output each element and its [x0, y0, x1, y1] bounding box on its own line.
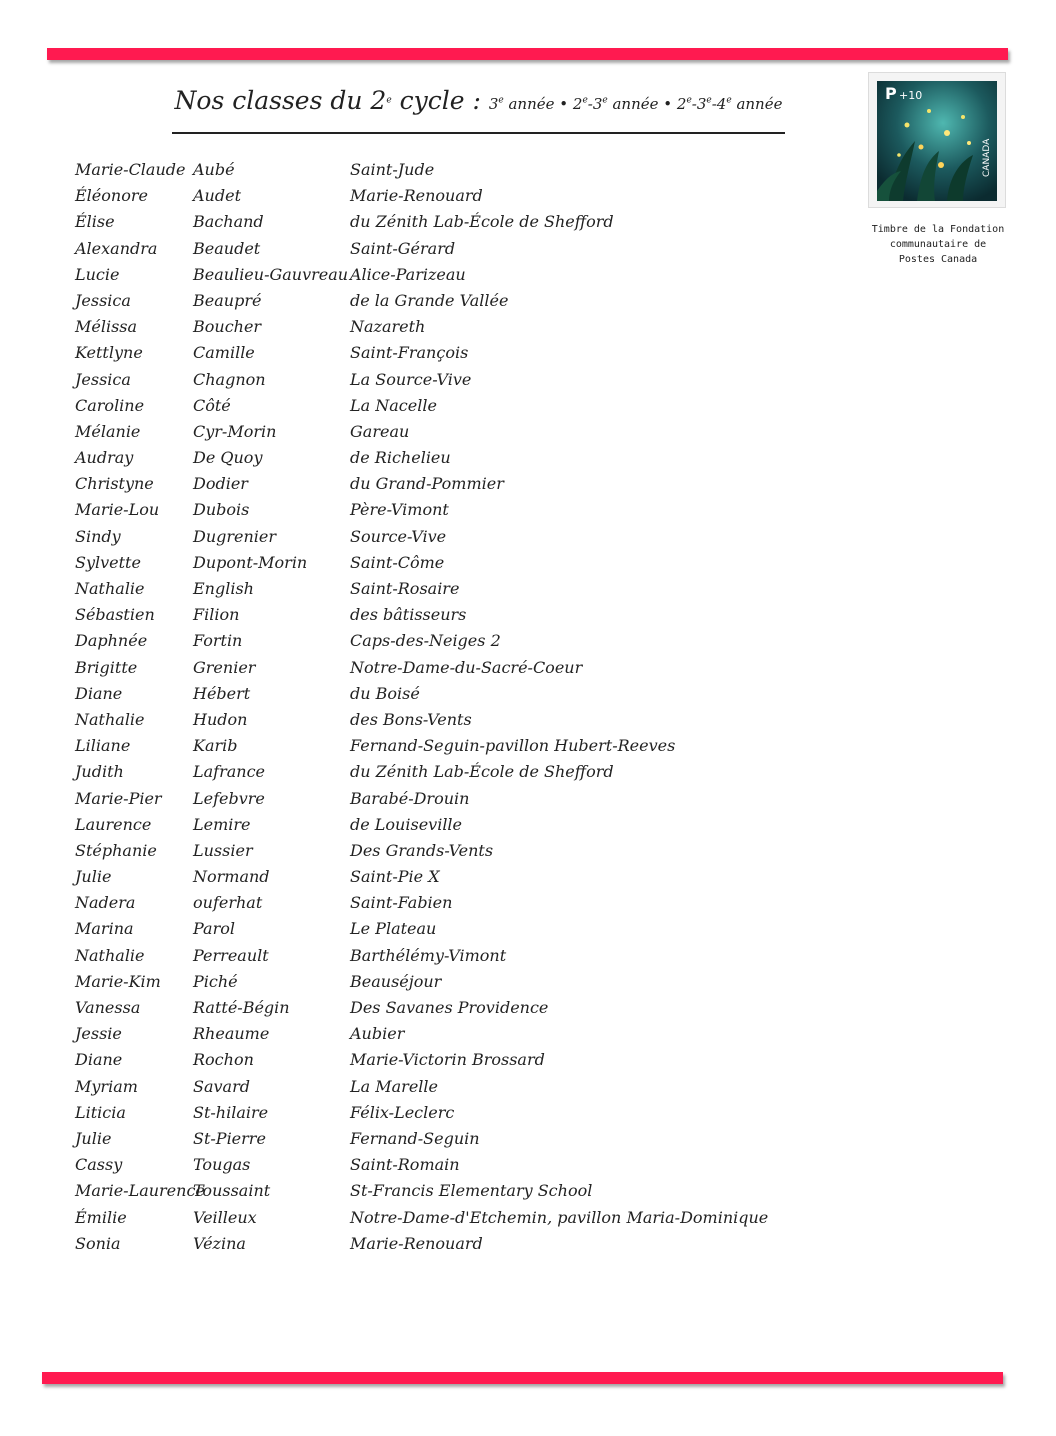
first-name: Mélanie [75, 421, 141, 441]
grade-text: année • 2 [503, 95, 583, 113]
roster-row [75, 944, 795, 970]
roster-row [75, 289, 795, 315]
roster-row [75, 1206, 795, 1232]
first-name: Brigitte [75, 657, 138, 677]
last-name: Vézina [193, 1233, 246, 1253]
school-name: Saint-Gérard [350, 238, 456, 258]
school-name: du Zénith Lab-École de Shefford [350, 762, 614, 782]
first-name: Sébastien [75, 605, 155, 625]
roster-row [75, 498, 795, 524]
last-name: Beaudet [193, 238, 261, 258]
last-name: De Quoy [193, 448, 263, 468]
school-name: Marie-Victorin Brossard [350, 1050, 545, 1070]
last-name: ouferhat [193, 893, 263, 913]
roster-row [75, 577, 795, 603]
last-name: St-hilaire [193, 1102, 269, 1122]
grade-sup: e [602, 95, 608, 106]
roster-row [75, 472, 795, 498]
first-name: Liticia [75, 1102, 126, 1122]
stamp-p-icon: P [885, 84, 897, 103]
grade-sup: e [706, 95, 712, 106]
school-name: La Nacelle [350, 395, 437, 415]
roster-row [75, 158, 795, 184]
roster-row [75, 865, 795, 891]
stamp-caption-line: communautaire de [889, 239, 987, 250]
stamp-country: CANADA [982, 138, 992, 177]
last-name: Dodier [193, 474, 248, 494]
first-name: Jessie [75, 1024, 122, 1044]
last-name: Camille [193, 343, 255, 363]
school-name: Fernand-Seguin [350, 1128, 480, 1148]
roster-row [75, 917, 795, 943]
grade-sup: e [686, 95, 692, 106]
last-name: Filion [193, 605, 240, 625]
roster-row [75, 1127, 795, 1153]
title-main: Nos classes du 2 [174, 86, 387, 115]
first-name: Liliane [75, 736, 131, 756]
school-name: Saint-Romain [350, 1155, 460, 1175]
roster-row [75, 970, 795, 996]
first-name: Jessica [75, 290, 131, 310]
grade-sup: e [582, 95, 588, 106]
school-name: des bâtisseurs [350, 605, 467, 625]
roster-row [75, 734, 795, 760]
roster-row [75, 996, 795, 1022]
first-name: Nathalie [75, 945, 145, 965]
last-name: Rheaume [193, 1024, 270, 1044]
first-name: Sylvette [75, 552, 141, 572]
last-name: Dupont-Morin [193, 552, 308, 572]
roster-row [75, 656, 795, 682]
roster-row [75, 891, 795, 917]
first-name: Marina [75, 919, 134, 939]
roster-row [75, 603, 795, 629]
last-name: Bachand [193, 212, 264, 232]
first-name: Éléonore [75, 186, 148, 206]
stamp-image [877, 81, 997, 201]
roster-row [75, 1232, 795, 1258]
first-name: Christyne [75, 474, 154, 494]
first-name: Alexandra [75, 238, 158, 258]
first-name: Audray [75, 448, 134, 468]
roster-row [75, 420, 795, 446]
school-name: de la Grande Vallée [350, 290, 509, 310]
grade-text: année • 2 [607, 95, 687, 113]
school-name: Beauséjour [350, 971, 442, 991]
first-name: Mélissa [75, 317, 138, 337]
teacher-roster [75, 158, 795, 1258]
title-sup: e [386, 95, 392, 106]
last-name: Lefebvre [193, 788, 265, 808]
roster-row [75, 184, 795, 210]
school-name: Marie-Renouard [350, 186, 483, 206]
first-name: Daphnée [75, 631, 148, 651]
last-name: Lemire [193, 814, 251, 834]
school-name: Saint-Fabien [350, 893, 453, 913]
last-name: St-Pierre [193, 1128, 266, 1148]
last-name: Cyr-Morin [193, 421, 277, 441]
last-name: Beaupré [193, 290, 262, 310]
roster-row [75, 1075, 795, 1101]
roster-row [75, 708, 795, 734]
grade-text: 3 [488, 95, 499, 113]
first-name: Marie-Lou [75, 500, 160, 520]
first-name: Nathalie [75, 579, 145, 598]
school-name: des Bons-Vents [350, 709, 472, 729]
roster-row [75, 682, 795, 708]
roster-row [75, 1048, 795, 1074]
stamp-caption [860, 222, 1016, 267]
school-name: Nazareth [350, 317, 426, 337]
roster-row [75, 760, 795, 786]
grade-text: -3 [691, 95, 707, 113]
last-name: Audet [193, 186, 241, 206]
last-name: Dugrenier [193, 526, 277, 546]
first-name: Élise [75, 212, 115, 232]
roster-row [75, 525, 795, 551]
first-name: Stéphanie [75, 840, 157, 860]
roster-row [75, 368, 795, 394]
school-name: Alice-Parizeau [350, 264, 466, 284]
school-name: La Source-Vive [350, 369, 472, 389]
last-name: Hébert [193, 683, 251, 703]
school-name: Notre-Dame-d'Etchemin, pavillon Maria-Dominique [350, 1207, 769, 1227]
stamp-caption-line: Timbre de la Fondation [871, 224, 1005, 235]
last-name: Chagnon [193, 369, 266, 389]
first-name: Sonia [75, 1233, 121, 1253]
school-name: Barabé-Drouin [350, 788, 470, 808]
last-name: Aubé [193, 160, 235, 179]
school-name: Source-Vive [350, 526, 447, 546]
school-name: de Richelieu [350, 448, 451, 468]
grade-sup: e [498, 95, 504, 106]
roster-row [75, 394, 795, 420]
grade-text: année [731, 95, 783, 113]
last-name: Piché [193, 971, 238, 991]
first-name: Caroline [75, 395, 145, 415]
first-name: Marie-Claude [75, 160, 186, 179]
last-name: Savard [193, 1076, 250, 1096]
title-underline [172, 132, 785, 134]
roster-row [75, 1179, 795, 1205]
page-title [172, 86, 785, 115]
roster-row [75, 1153, 795, 1179]
school-name: Saint-Rosaire [350, 579, 460, 598]
last-name: Normand [193, 867, 270, 887]
first-name: Sindy [75, 526, 121, 546]
roster-row [75, 315, 795, 341]
school-name: Gareau [350, 421, 410, 441]
school-name: Saint-Côme [350, 552, 445, 572]
school-name: Des Savanes Providence [350, 998, 549, 1017]
last-name: Ratté-Bégin [193, 998, 290, 1017]
school-name: St-Francis Elementary School [350, 1181, 593, 1201]
school-name: du Zénith Lab-École de Shefford [350, 212, 614, 232]
last-name: Perreault [193, 945, 269, 965]
last-name: Tougas [193, 1155, 251, 1175]
roster-row [75, 446, 795, 472]
first-name: Marie-Kim [75, 971, 161, 991]
school-name: Saint-Pie X [350, 867, 440, 887]
last-name: Lafrance [193, 762, 266, 782]
school-name: Marie-Renouard [350, 1233, 483, 1253]
roster-row [75, 1022, 795, 1048]
roster-row [75, 551, 795, 577]
first-name: Julie [75, 1128, 112, 1148]
first-name: Vanessa [75, 998, 141, 1017]
school-name: du Grand-Pommier [350, 474, 504, 494]
school-name: Félix-Leclerc [350, 1102, 455, 1122]
school-name: La Marelle [350, 1076, 438, 1096]
last-name: Côté [193, 395, 231, 415]
last-name: Veilleux [193, 1207, 257, 1227]
school-name: Notre-Dame-du-Sacré-Coeur [350, 657, 583, 677]
roster-row [75, 629, 795, 655]
school-name: du Boisé [350, 683, 420, 703]
roster-row [75, 263, 795, 289]
postage-stamp [868, 72, 1006, 208]
first-name: Diane [75, 1050, 123, 1070]
school-name: Barthélémy-Vimont [350, 945, 507, 965]
school-name: Aubier [350, 1024, 405, 1044]
school-name: Fernand-Seguin-pavillon Hubert-Reeves [350, 736, 676, 756]
first-name: Lucie [75, 264, 120, 284]
last-name: Karib [193, 736, 238, 756]
first-name: Julie [75, 867, 112, 887]
school-name: Saint-François [350, 343, 469, 363]
first-name: Marie-Pier [75, 788, 162, 808]
grade-sup: e [726, 95, 732, 106]
bottom-accent-bar [42, 1372, 1003, 1384]
roster-row [75, 787, 795, 813]
stamp-caption-line: Postes Canada [898, 254, 978, 265]
last-name: Grenier [193, 657, 256, 677]
grade-text: -4 [711, 95, 727, 113]
first-name: Myriam [75, 1076, 138, 1096]
first-name: Kettlyne [75, 343, 143, 363]
roster-row [75, 839, 795, 865]
first-name: Marie-Laurence [75, 1181, 205, 1201]
grade-text: -3 [587, 95, 603, 113]
first-name: Laurence [75, 814, 152, 834]
last-name: Boucher [193, 317, 262, 337]
last-name: Fortin [193, 631, 243, 651]
last-name: Beaulieu-Gauvreau [193, 264, 349, 284]
first-name: Nathalie [75, 709, 145, 729]
last-name: Dubois [193, 500, 250, 520]
last-name: Rochon [193, 1050, 254, 1070]
first-name: Diane [75, 683, 123, 703]
school-name: de Louiseville [350, 814, 463, 834]
first-name: Judith [75, 762, 124, 782]
school-name: Des Grands-Vents [350, 840, 494, 860]
last-name: Parol [193, 919, 235, 939]
school-name: Père-Vimont [350, 500, 449, 520]
first-name: Émilie [75, 1207, 127, 1227]
roster-row [75, 813, 795, 839]
first-name: Jessica [75, 369, 131, 389]
roster-row [75, 341, 795, 367]
school-name: Saint-Jude [350, 160, 435, 179]
last-name: English [193, 579, 254, 598]
first-name: Cassy [75, 1155, 123, 1175]
title-main-rest: cycle : [391, 86, 489, 115]
roster-row [75, 210, 795, 236]
roster-row [75, 1101, 795, 1127]
last-name: Hudon [193, 709, 248, 729]
first-name: Nadera [75, 893, 136, 913]
stamp-value: +10 [899, 89, 923, 102]
last-name: Lussier [193, 840, 253, 860]
top-accent-bar [47, 48, 1008, 60]
roster-row [75, 237, 795, 263]
last-name: Toussaint [193, 1181, 271, 1201]
school-name: Le Plateau [350, 919, 437, 939]
school-name: Caps-des-Neiges 2 [350, 631, 501, 651]
